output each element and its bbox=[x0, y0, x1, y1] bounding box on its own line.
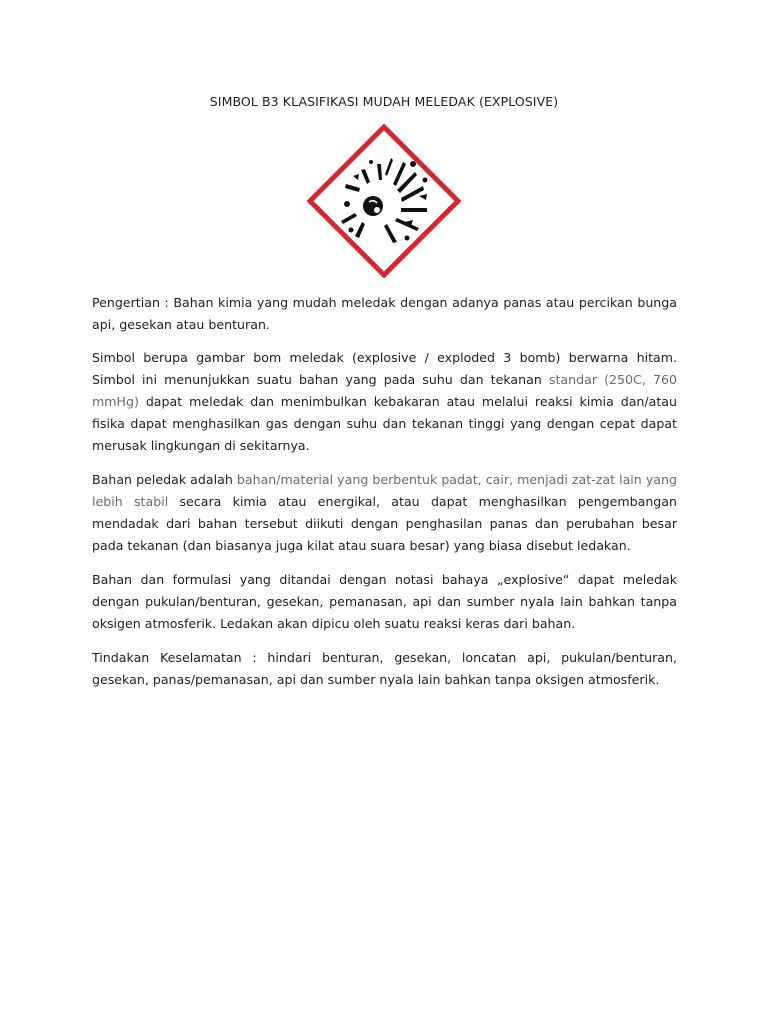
paragraph-formulation-text: Bahan dan formulasi yang ditandai dengan notasi bahaya „explosive“ dapat meledak dengan pukulan/benturan, gesekan, pemanasan, api dan sumber nyala lain bahkan tanpa oksigen atmosferik. Ledakan akan dipicu oleh suatu reaksi keras dari bahan. bbox=[92, 572, 677, 631]
symbol-description-standard: standar (250C, 760 mmHg) bbox=[92, 372, 677, 409]
symbol-description-text-1: Simbol berupa gambar bom meledak (explosive / exploded 3 bomb) berwarna hitam. Simbol ini menunjukkan suatu bahan yang pada suhu dan tekanan bbox=[92, 350, 677, 387]
paragraph-explosive-material bbox=[92, 469, 677, 557]
paragraph-definition-text: Pengertian : Bahan kimia yang mudah meledak dengan adanya panas atau percikan bunga api, gesekan atau benturan. bbox=[92, 295, 677, 332]
paragraph-formulation bbox=[92, 569, 677, 635]
page-title: SIMBOL B3 KLASIFIKASI MUDAH MELEDAK (EXPLOSIVE) bbox=[209, 94, 559, 109]
paragraph-safety-action-text: Tindakan Keselamatan : hindari benturan, gesekan, loncatan api, pukulan/benturan, gesekan, panas/pemanasan, api dan sumber nyala lain bahkan tanpa oksigen atmosferik. bbox=[92, 650, 677, 687]
hazard-diamond bbox=[310, 127, 458, 275]
paragraph-safety-action bbox=[92, 647, 677, 691]
paragraph-definition bbox=[92, 292, 677, 336]
exploding-bomb-icon bbox=[307, 124, 461, 278]
explosive-material-text-1: Bahan peledak adalah bbox=[92, 472, 237, 487]
explosive-material-text-2: secara kimia atau energikal, atau dapat menghasilkan pengembangan mendadak dari bahan tersebut diikuti dengan penghasilan panas dan perubahan besar pada tekanan (dan biasanya juga kilat atau suara besar) yang biasa disebut ledakan. bbox=[92, 494, 678, 553]
document-body bbox=[92, 292, 677, 703]
explosive-material-highlight: bahan/material yang berbentuk padat, cair, menjadi zat-zat lain yang lebih stabil bbox=[92, 472, 677, 509]
paragraph-symbol-description bbox=[92, 347, 677, 457]
symbol-description-text-2: dapat meledak dan menimbulkan kebakaran atau melalui reaksi kimia dan/atau fisika dapat menghasilkan gas dengan suhu dan tekanan tinggi yang dengan cepat dapat merusak lingkungan di sekitarnya. bbox=[92, 394, 677, 453]
